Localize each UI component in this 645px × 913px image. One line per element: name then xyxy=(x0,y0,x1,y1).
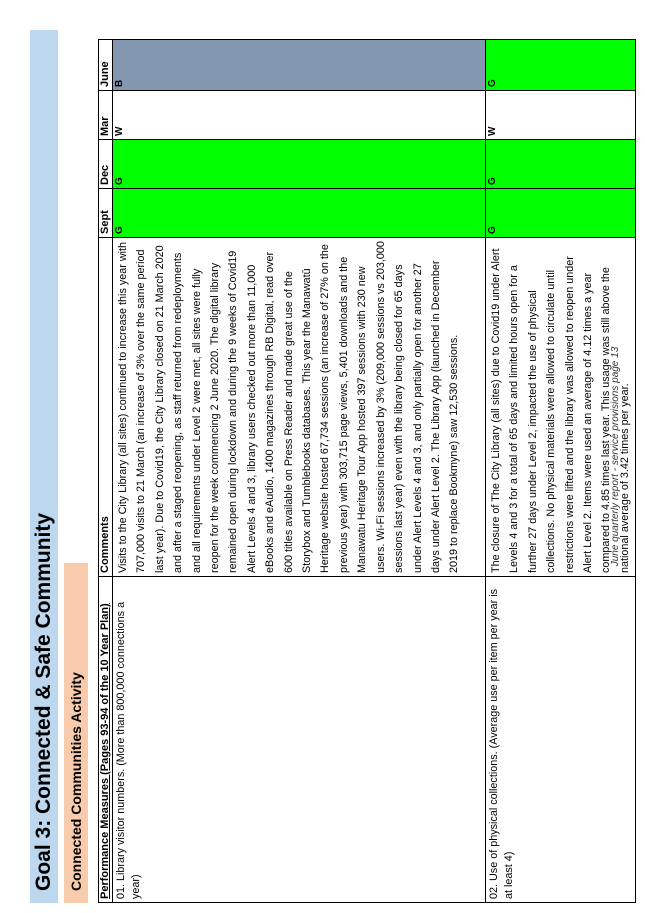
june-status-cell: G xyxy=(486,40,636,91)
comment-cell: The closure of The City Library (all sites) due to Covid19 under Alert Levels 4 and 3 for a total of 65 days and limited hours open for a further 27 days under Level 2, impacted the use of physical collections. No physical materials were allowed to circulate until restrictions were lifted and the library was allowed to reopen under Alert Level 2. Items were used an average of 4.12 times a year compared to 4.85 times last year. This usage was still above the national average of 3.42 times per year. xyxy=(486,238,636,577)
table-row xyxy=(113,40,486,903)
measure-cell: 01. Library visitor numbers. (More than 800,000 connections a year) xyxy=(113,577,486,903)
sept-column-header: Sept xyxy=(99,189,113,238)
section-title: Connected Communities Activity xyxy=(68,672,84,891)
goal-title: Goal 3: Connected & Safe Community xyxy=(32,512,55,891)
june-status-cell: B xyxy=(113,40,486,91)
dec-column-header: Dec xyxy=(99,140,113,189)
sept-status-cell: G xyxy=(486,189,636,238)
mar-column-header: Mar xyxy=(99,91,113,140)
dec-status-cell: G xyxy=(486,140,636,189)
performance-measures-table xyxy=(98,39,636,903)
mar-status-cell: W xyxy=(486,91,636,140)
dec-status-cell: G xyxy=(113,140,486,189)
page-footer: June quarterly report - service provisions page 13 xyxy=(610,346,621,567)
comments-column-header: Comments xyxy=(99,238,113,577)
mar-status-cell: W xyxy=(113,91,486,140)
table-header-row xyxy=(99,40,113,903)
measure-cell: 02. Use of physical collections. (Average use per item per year is at least 4) xyxy=(486,577,636,903)
comment-cell: Visits to the City Library (all sites) continued to increase this year with 707,000 visits to 21 March (an increase of 3% over the same period last year). Due to Covid19, the City Library closed on 21 March 2020 and after a staged reopening, as staff returned from redeployments and all requirements under Level 2 were met, all sites were fully reopen for the week commencing 2 June 2020. The digital library remained open during lockdown and during the 9 weeks of Covid19 Alert Levels 4 and 3, library users checked out more than 11,000 eBooks and eAudio, 1400 magazines through RB Digital, read over 600 titles available on Press Reader and made great use of the Storybox and Tumblebooks databases. This year the Manawatū Heritage website hosted 67,734 sessions (an increase of 27% on the previous year) with 303,715 page views, 5,401 downloads and the Manawatu Heritage Tour App hosted 397 sessions with 230 new users. Wi-Fi sessions increased by 3% (209,000 sessions vs 203,000 sessions last year) even with the library being closed for 65 days under Alert Levels 4 and 3, and only partially open for another 27 days under Alert Level 2. The Library App (launched in December 2019 to replace Bookmyne) saw 12,530 sessions. xyxy=(113,238,486,577)
measures-header-pages: (Pages 93-94 of the 10 Year Plan) xyxy=(99,603,111,778)
measures-header-label: Performance Measures xyxy=(99,777,111,899)
sept-status-cell: G xyxy=(113,189,486,238)
june-column-header: June xyxy=(99,40,113,91)
measures-column-header xyxy=(99,577,113,903)
